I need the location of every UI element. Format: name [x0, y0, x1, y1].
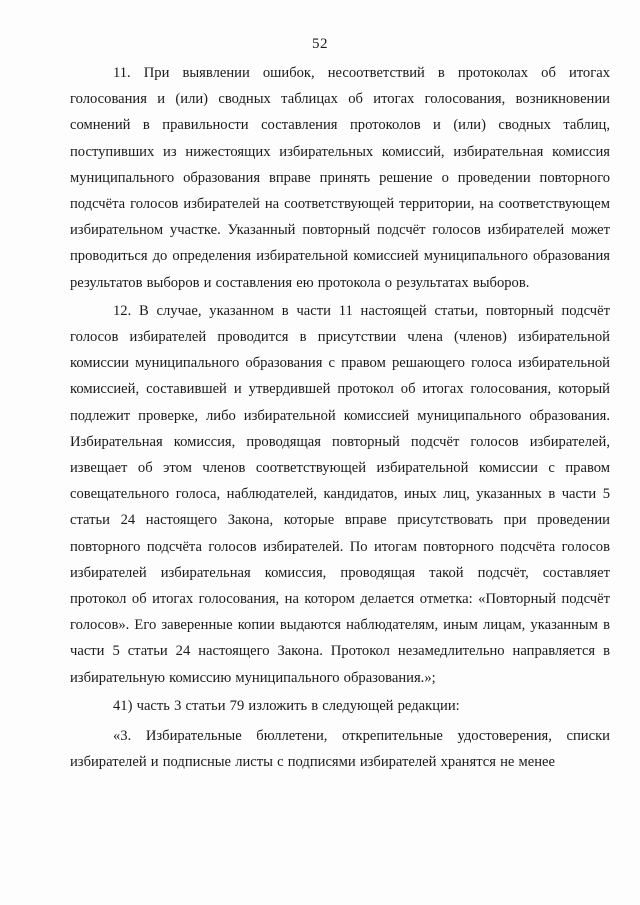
paragraph-part-12: 12. В случае, указанном в части 11 настоящей статьи, повторный подсчёт голосов избирателей проводится в присутствии члена (членов) избирательной комиссии муниципального образования с правом решающего голоса избирательной комиссией, составившей и утвердившей протокол об итогах голосования, который подлежит проверке, либо избирательной комиссией муниципального образования. Избирательная комиссия, проводящая повторный подсчёт голосов избирателей, извещает об этом членов соответствующей избирательной комиссии с правом совещательного голоса, наблюдателей, кандидатов, иных лиц, указанных в части 5 статьи 24 настоящего Закона, которые вправе присутствовать при проведении повторного подсчёта голосов избирателей. По итогам повторного подсчёта голосов избирателей избирательная комиссия, проводящая такой подсчёт, составляет протокол об итогах голосования, на котором делается отметка: «Повторный подсчёт голосов». Его заверенные копии выдаются наблюдателям, иным лицам, указанным в части 5 статьи 24 настоящего Закона. Протокол незамедлительно направляется в избирательную комиссию муниципального образования.»; — [70, 302, 610, 686]
page-number: 52 — [312, 36, 328, 52]
document-body — [70, 60, 610, 775]
paragraph-amendment-41: 41) часть 3 статьи 79 изложить в следующей редакции: — [113, 697, 460, 714]
paragraph-part-11: 11. При выявлении ошибок, несоответствий в протоколах об итогах голосования и (или) сводных таблицах об итогах голосования, возникновении сомнений в правильности составления протоколов и (или) сводных таблиц, поступивших из нижестоящих избирательных комиссий, избирательная комиссия муниципального образования вправе принять решение о проведении повторного подсчёта голосов избирателей на соответствующей территории, на соответствующем избирательном участке. Указанный повторный подсчёт голосов избирателей может проводиться до определения избирательной комиссией муниципального образования результатов выборов и составления ею протокола о результатах выборов. — [70, 65, 610, 291]
paragraph-part-3-quote: «3. Избирательные бюллетени, открепительные удостоверения, списки избирателей и подписные листы с подписями избирателей хранятся не менее — [70, 728, 610, 771]
